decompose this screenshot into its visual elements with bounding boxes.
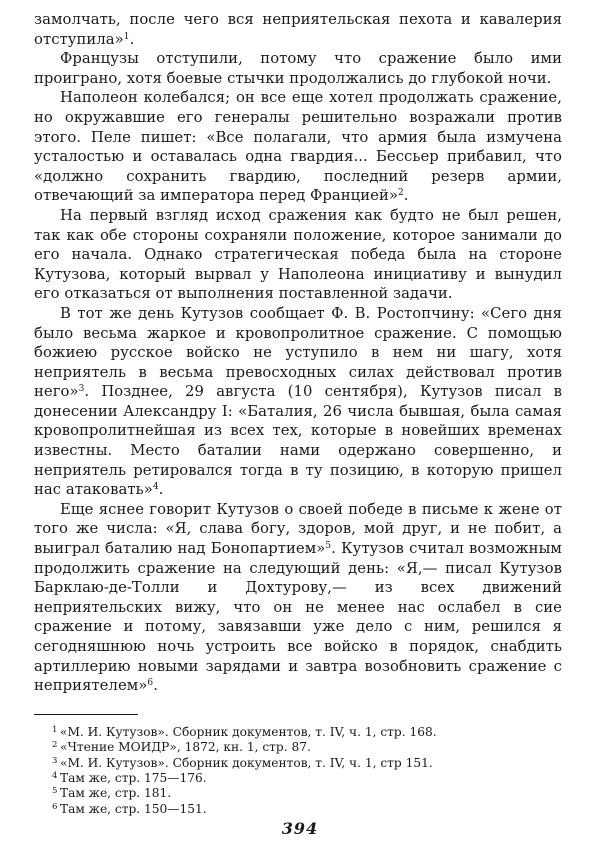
footnote-number: 6	[52, 801, 58, 812]
footnote-text: «М. И. Кутузов». Сборник документов, т. IV, ч. 1, стр 151.	[60, 755, 433, 770]
paragraph-text: . Кутузов считал возможным продолжить сражение на следующий день: «Я,— писал Кутузов Барклаю-де-Толли и Дохтурову,— из всех движений неприятельских вижу, что он не менее нас ослабел в сие сражение и потому, завязавши уже дело с ним, решился я сегодняшнюю ночь устроить все войско в порядок, снабдить артиллерию новыми зарядами и завтра возобновить сражение с неприятелем»	[34, 540, 562, 695]
paragraph-6	[34, 500, 562, 696]
page-number: 394	[281, 819, 319, 838]
footnote	[34, 725, 562, 740]
footnote-text: Там же, стр. 175—176.	[60, 771, 207, 785]
paragraph-text: Еще яснее говорит Кутузов о своей победе в письме к жене от того же числа: «Я, слава богу, здоров, мой друг, и не побит, а выиграл баталию над Бонопартием»	[34, 500, 562, 558]
footnote-text: «М. И. Кутузов». Сборник документов, т. IV, ч. 1, стр. 168.	[60, 724, 437, 739]
footnote-text: Там же, стр. 150—151.	[60, 801, 207, 816]
paragraph-text: замолчать, после чего вся неприятельская пехота и кавалерия отступила»	[34, 11, 562, 48]
footnote-ref: 3	[78, 384, 85, 395]
footnote-number: 1	[52, 724, 58, 735]
paragraph-5	[34, 304, 562, 500]
footnote-text: Там же, стр. 181.	[60, 786, 172, 801]
footnote	[34, 771, 562, 786]
footnote-divider	[34, 714, 138, 715]
footnote	[34, 786, 562, 801]
footnote-text: «Чтение МОИДР», 1872, кн. 1, стр. 87.	[60, 740, 311, 755]
paragraph-text: В тот же день Кутузов сообщает Ф. В. Ростопчину: «Сего дня было весьма жаркое и кровопролитное сражение. С помощью божиею русское войско не уступило в нем ни шагу, хотя неприятель в весьма превосходных силах действовал против него»	[34, 304, 562, 401]
footnote-ref: 1	[123, 31, 130, 42]
footnote-ref: 2	[397, 188, 404, 199]
footnote-number: 5	[52, 786, 58, 797]
footnote-ref: 4	[152, 482, 159, 493]
paragraph-text: .	[129, 30, 135, 48]
paragraph-3	[34, 88, 562, 206]
footnotes	[34, 725, 562, 817]
paragraph-text: На первый взгляд исход сражения как будто не был решен, так как обе стороны сохраняли положение, которое занимали до его начала. Однако стратегическая победа была на стороне Кутузова, который вырвал у Наполеона инициативу и вынудил его отказаться от выполнения поставленной задачи.	[34, 206, 562, 303]
footnote-number: 2	[52, 740, 58, 751]
paragraph-text: .	[403, 187, 409, 205]
footnote	[34, 756, 562, 771]
paragraph-text: .	[158, 481, 164, 499]
footnote	[34, 802, 562, 817]
paragraph-text: . Позднее, 29 августа (10 сентября), Кутузов писал в донесении Александру I: «Баталия, 26 числа бывшая, была самая кровопролитнейшая из всех тех, которые в новейших временах известны. Место баталии нами одержано совершенно, и неприятель ретировался тогда в ту позицию, в которую пришел нас атаковать»	[34, 383, 562, 499]
paragraph-1	[34, 10, 562, 49]
paragraph-text: .	[153, 677, 158, 695]
paragraph-2	[34, 49, 562, 88]
footnote-ref: 5	[325, 541, 332, 552]
footnote-number: 3	[52, 755, 58, 766]
footnote-number: 4	[52, 771, 58, 781]
paragraph-text: Наполеон колебался; он все еще хотел продолжать сражение, но окружавшие его генералы решительно возражали против этого. Пеле пишет: «Все полагали, что армия была измучена усталостью и оставалась одна гвардия... Бессьер прибавил, что «должно сохранить гвардию, последний резерв армии, отвечающий за императора перед Францией»	[34, 89, 562, 205]
paragraph-text: Французы отступили, потому что сражение было ими проиграно, хотя боевые стычки продолжались до глубокой ночи.	[34, 50, 562, 87]
paragraph-4	[34, 206, 562, 304]
page-body	[34, 10, 562, 817]
footnote-ref: 6	[147, 678, 154, 689]
footnote	[34, 740, 562, 755]
